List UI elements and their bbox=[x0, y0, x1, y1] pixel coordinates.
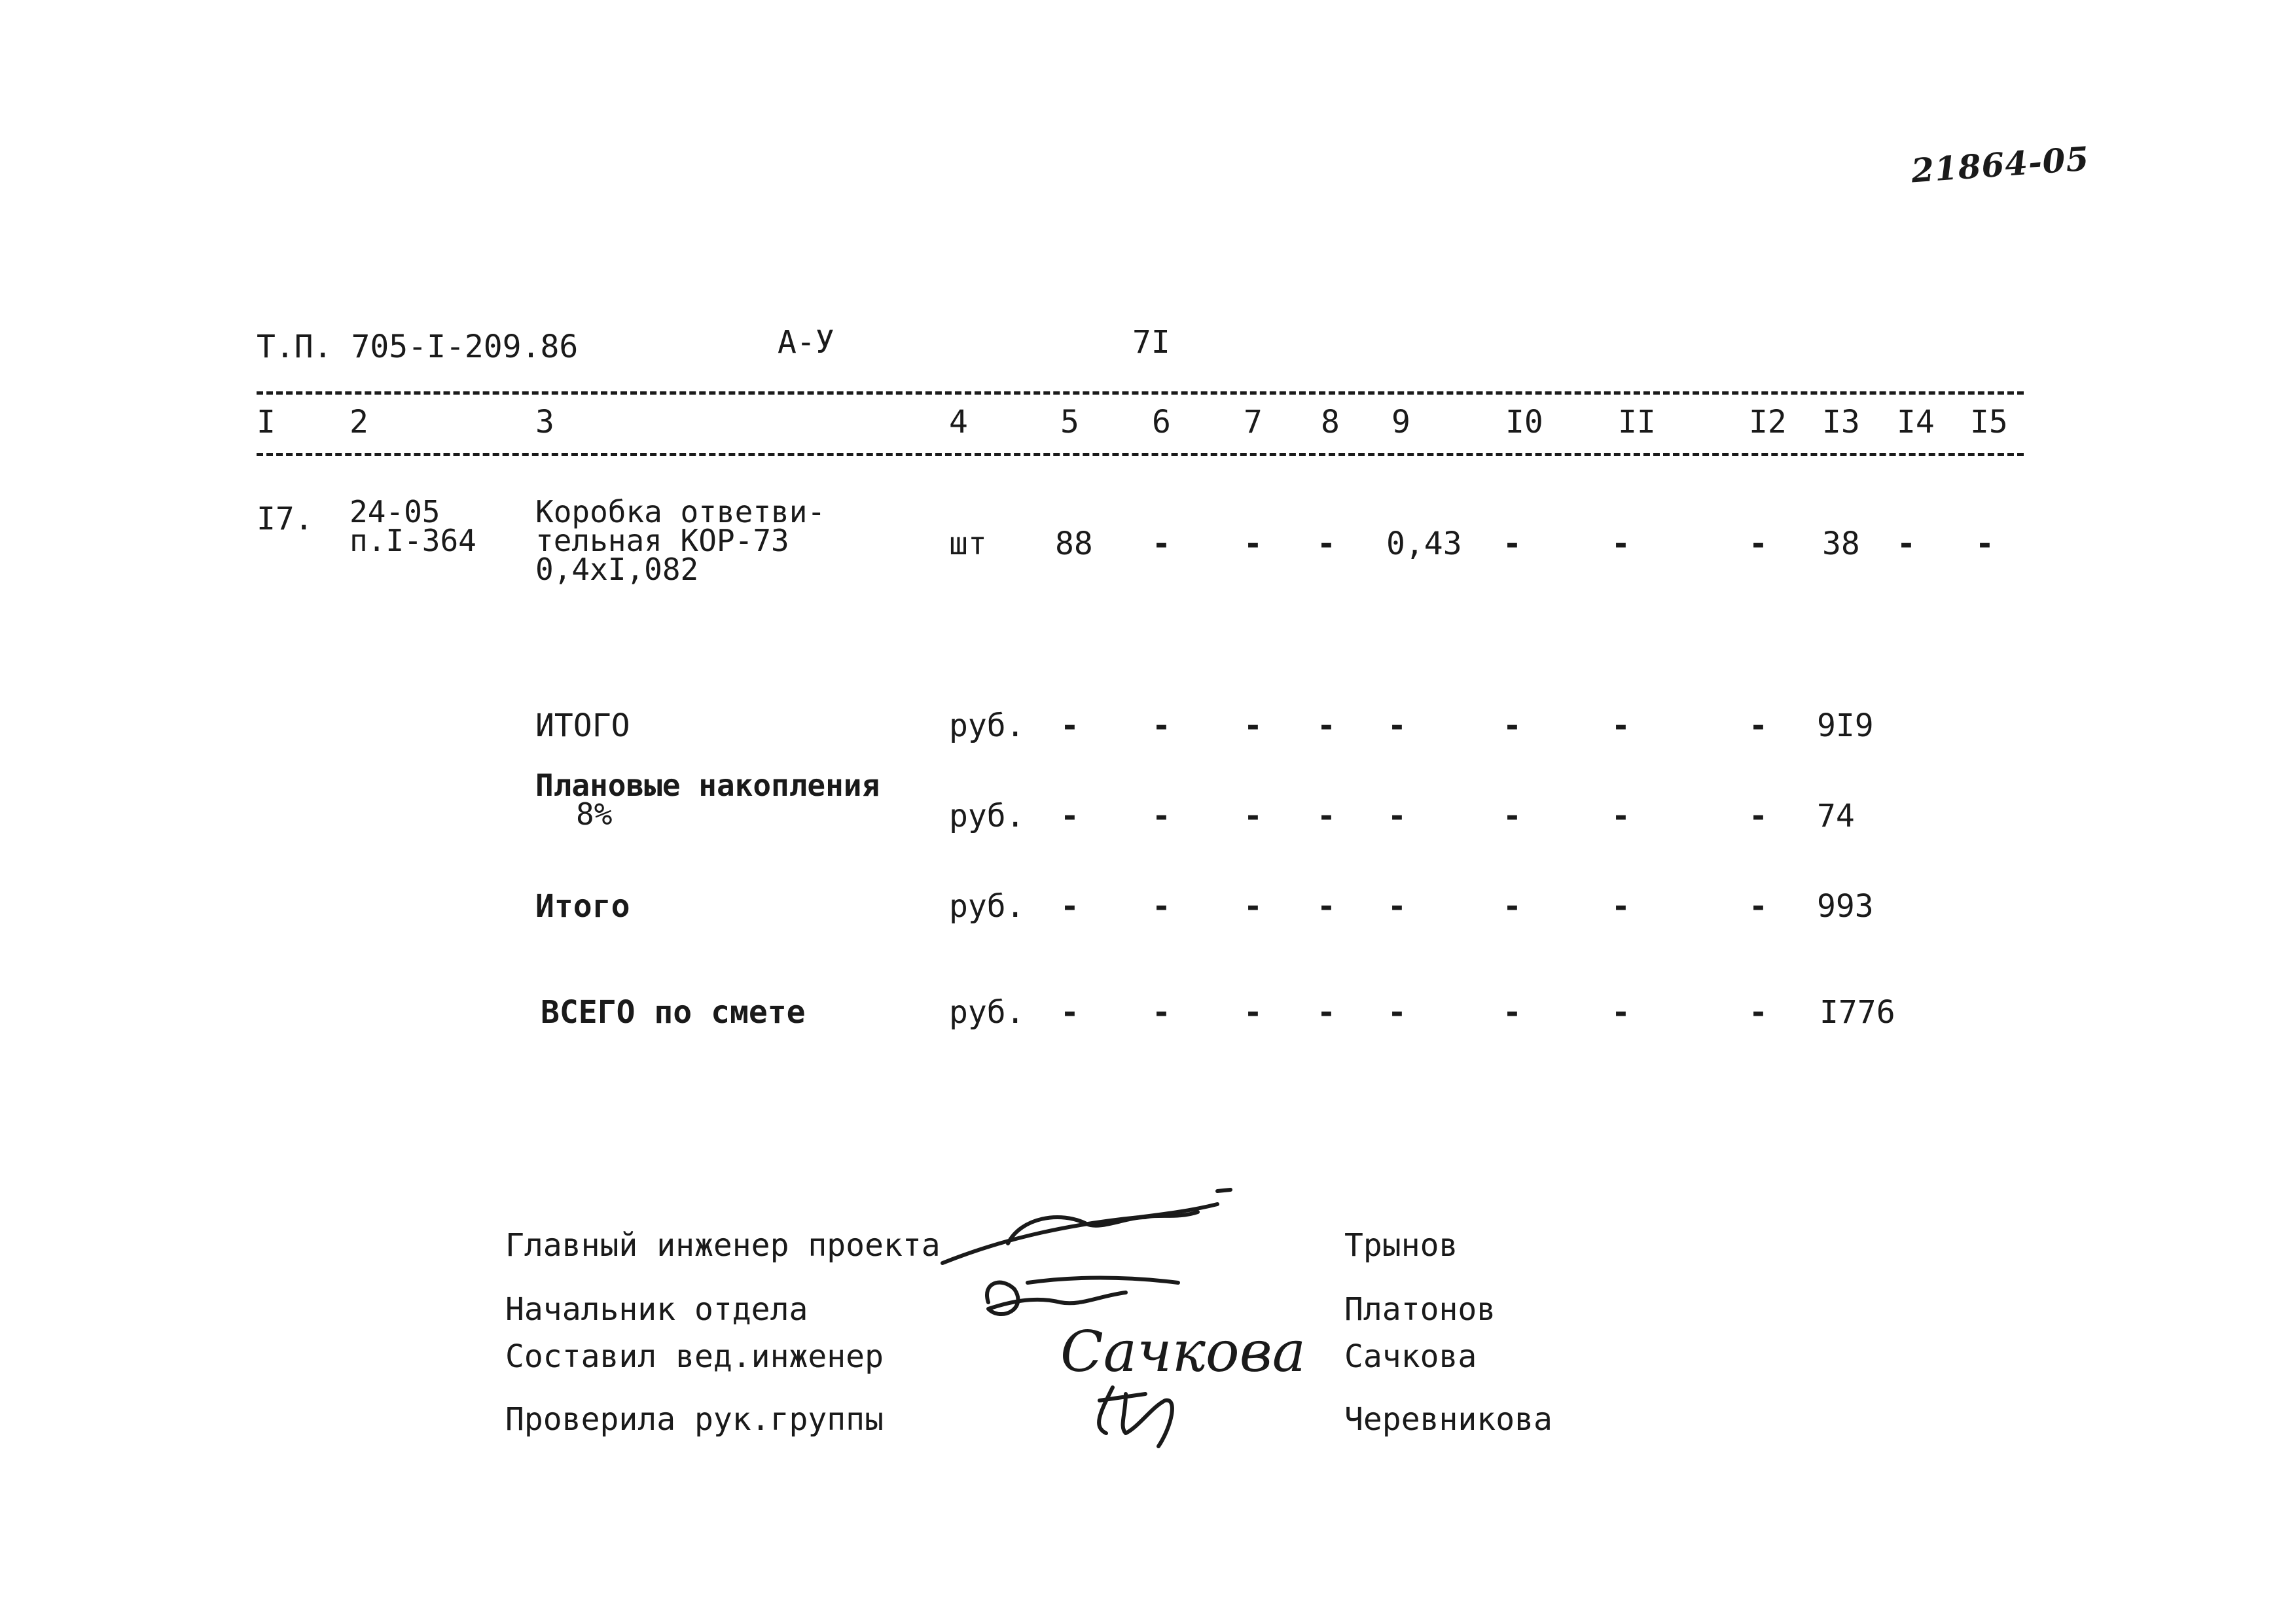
total-unit: руб. bbox=[949, 798, 1025, 834]
signature-name: Сачкова bbox=[1344, 1338, 1477, 1375]
item-code-line2: п.I-364 bbox=[350, 523, 476, 558]
item-col5: 88 bbox=[1055, 526, 1093, 562]
col-3: 3 bbox=[535, 404, 554, 440]
dash-c6: - bbox=[1152, 798, 1171, 834]
page-number: 7I bbox=[1132, 324, 1170, 361]
dash-c7: - bbox=[1244, 798, 1263, 834]
item-col12: - bbox=[1749, 526, 1768, 562]
item-col9: 0,43 bbox=[1386, 526, 1462, 562]
col-14: I4 bbox=[1897, 404, 1935, 440]
signature-role: Начальник отдела bbox=[505, 1291, 808, 1328]
item-name-line1: Коробка ответви- bbox=[535, 494, 826, 529]
signature-stroke-platonov bbox=[1028, 1278, 1178, 1283]
item-col14: - bbox=[1897, 526, 1916, 562]
total-unit: руб. bbox=[949, 707, 1025, 744]
dash-c8: - bbox=[1317, 798, 1336, 834]
rule-bottom bbox=[257, 453, 2024, 456]
item-col15: - bbox=[1975, 526, 1994, 562]
dash-c8: - bbox=[1317, 888, 1336, 925]
dash-c10: - bbox=[1503, 994, 1522, 1031]
item-name-line2: тельная КОР-73 bbox=[535, 523, 789, 558]
dash-c6: - bbox=[1152, 888, 1171, 925]
item-col13: 38 bbox=[1822, 526, 1860, 562]
col-8: 8 bbox=[1321, 404, 1340, 440]
signature-role: Проверила рук.группы bbox=[505, 1401, 884, 1438]
total-label: ВСЕГО по смете bbox=[541, 994, 806, 1031]
col-1: I bbox=[257, 404, 276, 440]
total-label: Плановые накопления bbox=[535, 768, 880, 803]
dash-c11: - bbox=[1611, 888, 1630, 925]
item-col7: - bbox=[1244, 526, 1263, 562]
col-13: I3 bbox=[1822, 404, 1860, 440]
dash-c8: - bbox=[1317, 707, 1336, 744]
col-4: 4 bbox=[949, 404, 968, 440]
total-value: 9I9 bbox=[1817, 707, 1874, 744]
signature-name: Платонов bbox=[1344, 1291, 1496, 1328]
total-value: 74 bbox=[1817, 798, 1855, 834]
dash-c12: - bbox=[1749, 888, 1768, 925]
total-unit: руб. bbox=[949, 994, 1025, 1031]
dash-c10: - bbox=[1503, 707, 1522, 744]
signature-stroke-trynov bbox=[1008, 1212, 1198, 1243]
col-6: 6 bbox=[1152, 404, 1171, 440]
signature-stroke-trynov bbox=[942, 1204, 1217, 1263]
dash-c5: - bbox=[1060, 888, 1079, 925]
dash-c12: - bbox=[1749, 798, 1768, 834]
col-9: 9 bbox=[1391, 404, 1410, 440]
col-5: 5 bbox=[1060, 404, 1079, 440]
archive-number: 21864-05 bbox=[1910, 139, 2091, 190]
dash-c11: - bbox=[1611, 994, 1630, 1031]
dash-c7: - bbox=[1244, 888, 1263, 925]
handwritten-signatures bbox=[929, 1178, 1322, 1466]
total-label: Итого bbox=[535, 888, 630, 925]
item-col8: - bbox=[1317, 526, 1336, 562]
dash-c10: - bbox=[1503, 888, 1522, 925]
dash-c7: - bbox=[1244, 994, 1263, 1031]
item-number: I7. bbox=[257, 501, 314, 537]
dash-c6: - bbox=[1152, 707, 1171, 744]
signature-stroke-trynov bbox=[1217, 1190, 1230, 1191]
total-label-percent: 8% bbox=[576, 796, 613, 832]
dash-c11: - bbox=[1611, 707, 1630, 744]
dash-c6: - bbox=[1152, 994, 1171, 1031]
item-code-line1: 24-05 bbox=[350, 494, 440, 529]
dash-c10: - bbox=[1503, 798, 1522, 834]
dash-c7: - bbox=[1244, 707, 1263, 744]
dash-c9: - bbox=[1388, 888, 1407, 925]
dash-c5: - bbox=[1060, 798, 1079, 834]
col-15: I5 bbox=[1970, 404, 2008, 440]
rule-top bbox=[257, 391, 2024, 395]
dash-c8: - bbox=[1317, 994, 1336, 1031]
dash-c9: - bbox=[1388, 994, 1407, 1031]
signature-role: Главный инженер проекта bbox=[505, 1227, 941, 1264]
signature-sachkova: Сачкова bbox=[1060, 1319, 1306, 1385]
signature-role: Составил вед.инженер bbox=[505, 1338, 884, 1375]
total-value: I776 bbox=[1820, 994, 1895, 1031]
item-col10: - bbox=[1503, 526, 1522, 562]
dash-c12: - bbox=[1749, 707, 1768, 744]
col-2: 2 bbox=[350, 404, 368, 440]
item-col11: - bbox=[1611, 526, 1630, 562]
project-number: Т.П. 705-I-209.86 bbox=[257, 329, 579, 365]
total-value: 993 bbox=[1817, 888, 1874, 925]
signature-stroke-cherevnikova bbox=[1099, 1387, 1172, 1446]
item-col6: - bbox=[1152, 526, 1171, 562]
item-name-line3: 0,4xI,082 bbox=[535, 552, 699, 587]
signature-stroke-platonov bbox=[987, 1283, 1126, 1314]
total-label: ИТОГО bbox=[535, 707, 630, 744]
dash-c12: - bbox=[1749, 994, 1768, 1031]
dash-c9: - bbox=[1388, 798, 1407, 834]
col-12: I2 bbox=[1749, 404, 1787, 440]
dash-c5: - bbox=[1060, 994, 1079, 1031]
section-code: А-У bbox=[778, 324, 834, 361]
signature-name: Черевникова bbox=[1344, 1401, 1552, 1438]
dash-c11: - bbox=[1611, 798, 1630, 834]
item-unit: шт bbox=[949, 526, 987, 562]
col-7: 7 bbox=[1244, 404, 1263, 440]
total-unit: руб. bbox=[949, 888, 1025, 925]
dash-c5: - bbox=[1060, 707, 1079, 744]
signature-name: Трынов bbox=[1344, 1227, 1458, 1264]
col-10: I0 bbox=[1505, 404, 1543, 440]
dash-c9: - bbox=[1388, 707, 1407, 744]
col-11: II bbox=[1618, 404, 1656, 440]
